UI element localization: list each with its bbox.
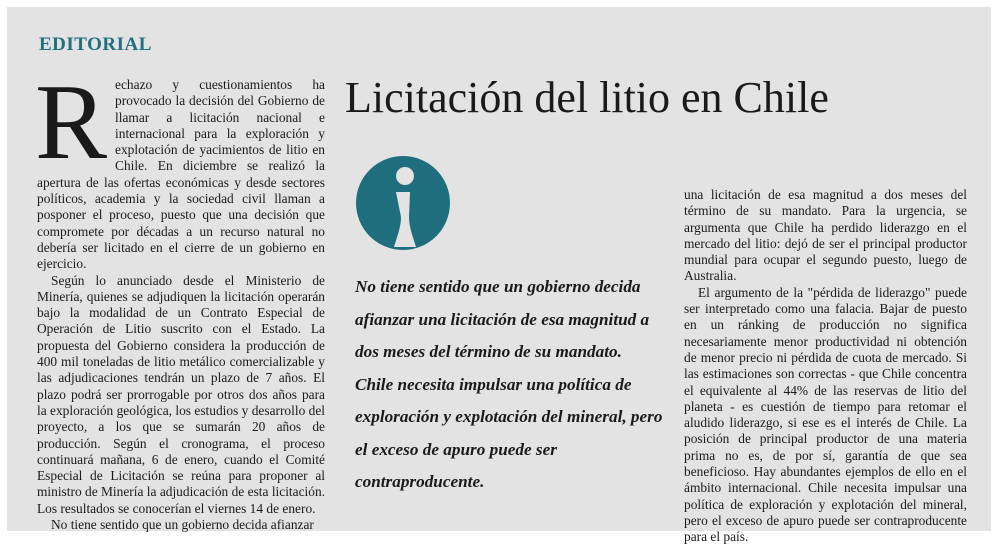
article-column-1: [35, 63, 325, 533]
editorial-page: [7, 7, 991, 545]
paragraph-1: [35, 63, 325, 273]
paragraph-2: Según lo anunciado desde el Ministerio de Minería, quienes se adjudiquen la licitación operarán bajo la modalidad de un Contrato Especial de Operación de Litio suscrito con el Estado. La propuesta del Gobierno considera la producción de 400 mil toneladas de litio metálico comercializable y las adjudicaciones tendrán un plazo de 7 años. El plazo podrá ser prorrogable por otros dos años para la exploración geológica, los estudios y desarrollo del proyecto, a los que se sumarán 20 años de producción. Según el cronograma, el proceso continuará mañana, 6 de enero, cuando el Comité Especial de Licitación se reúna para proponer al ministro de Minería la adjudicación de esta licitación. Los resultados se conocerían el viernes 14 de enero.: [37, 272, 325, 516]
drop-cap: R: [35, 63, 108, 182]
headline: Licitación del litio en Chile: [345, 73, 829, 122]
info-icon: [355, 155, 451, 251]
paragraph-4: una licitación de esa magnitud a dos meses del término de su mandato. Para la urgencia, se argumenta que Chile ha perdido liderazgo en el mercado del litio: dejó de ser el principal productor mundial para ocupar el segundo puesto, luego de Australia.: [684, 187, 967, 284]
paragraph-3: No tiene sentido que un gobierno decida afianzar: [51, 517, 314, 533]
article-column-3: [684, 187, 967, 546]
paragraph-5: El argumento de la "pérdida de liderazgo" puede ser interpretado como una falacia. Bajar de puesto en un ránking de producción no significa necesariamente menor productividad ni obtención de menor precio ni pérdida de cuota de mercado. Si las estimaciones son correctas - que Chile concentra el equivalente al 44% de las reservas de litio del planeta - es cuestión de tiempo para retomar el aludido liderazgo, si ese es el interés de Chile. La posición de principal productor de una materia prima no es, de por sí, garantía de que sea beneficioso. Hay abundantes ejemplos de ello en el ámbito internacional. Chile necesita impulsar una política de exploración y explotación del mineral, pero el exceso de apuro puede ser contraproducente para el país.: [684, 284, 967, 545]
pull-quote: No tiene sentido que un gobierno decida afianzar una licitación de esa magnitud a dos meses del término de su mandato. Chile necesita impulsar una política de exploración y explotación del mineral, pero el exceso de apuro puede ser contraproducente.: [355, 277, 663, 491]
section-label: EDITORIAL: [39, 34, 152, 55]
paragraph-1-text: echazo y cuestionamientos ha provocado la decisión del Gobierno de llamar a licitación nacional e internacional para la exploración y explotación de yacimientos de litio en Chile. En diciembre se realizó la apertura de las ofertas económicas y desde sectores políticos, academia y la sociedad civil llaman a posponer el proceso, puesto que una decisión que compromete por décadas a un recurso natural no debería ser licitado en el cierre de un gobierno en ejercicio.: [37, 77, 325, 272]
